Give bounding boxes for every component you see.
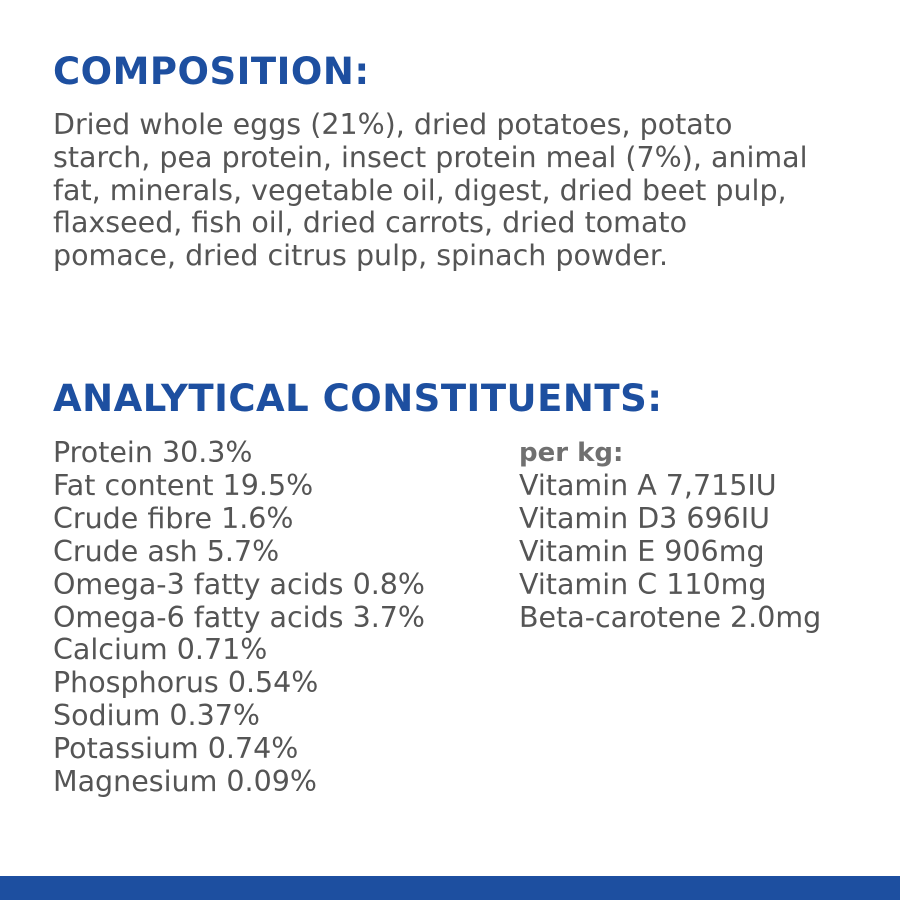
constituent-item: Omega-3 fatty acids 0.8% bbox=[53, 567, 425, 601]
constituent-item: Crude fibre 1.6% bbox=[53, 501, 294, 535]
composition-line: Dried whole eggs (21%), dried potatoes, potato bbox=[53, 108, 733, 141]
constituent-item: Potassium 0.74% bbox=[53, 732, 299, 766]
composition-line: fat, minerals, vegetable oil, digest, dried beet pulp, bbox=[53, 173, 787, 207]
constituent-item: Magnesium 0.09% bbox=[53, 765, 317, 799]
constituent-item: Sodium 0.37% bbox=[53, 699, 260, 733]
footer-bar bbox=[0, 876, 900, 900]
constituent-item: Calcium 0.71% bbox=[53, 633, 268, 667]
vitamin-item: Vitamin A 7,715IU bbox=[519, 468, 777, 502]
constituent-item: Protein 30.3% bbox=[53, 436, 253, 469]
vitamins-per-kg-list bbox=[519, 437, 821, 634]
composition-line: flaxseed, fish oil, dried carrots, dried tomato bbox=[53, 206, 688, 240]
composition-heading: COMPOSITION: bbox=[53, 50, 370, 93]
vitamin-item: Vitamin D3 696IU bbox=[519, 501, 771, 535]
constituents-list bbox=[53, 437, 425, 799]
per-kg-label: per kg: bbox=[519, 438, 624, 468]
composition-line: starch, pea protein, insect protein meal (7%), animal bbox=[53, 140, 808, 174]
constituent-item: Crude ash 5.7% bbox=[53, 534, 280, 568]
vitamin-item: Beta-carotene 2.0mg bbox=[519, 600, 822, 634]
vitamin-item: Vitamin E 906mg bbox=[519, 534, 765, 568]
composition-line: pomace, dried citrus pulp, spinach powder. bbox=[53, 239, 669, 273]
analytical-constituents-heading: ANALYTICAL CONSTITUENTS: bbox=[53, 377, 663, 420]
composition-text bbox=[53, 109, 883, 273]
constituent-item: Fat content 19.5% bbox=[53, 468, 314, 502]
constituent-item: Omega-6 fatty acids 3.7% bbox=[53, 600, 425, 634]
constituent-item: Phosphorus 0.54% bbox=[53, 666, 319, 700]
vitamin-item: Vitamin C 110mg bbox=[519, 567, 767, 601]
